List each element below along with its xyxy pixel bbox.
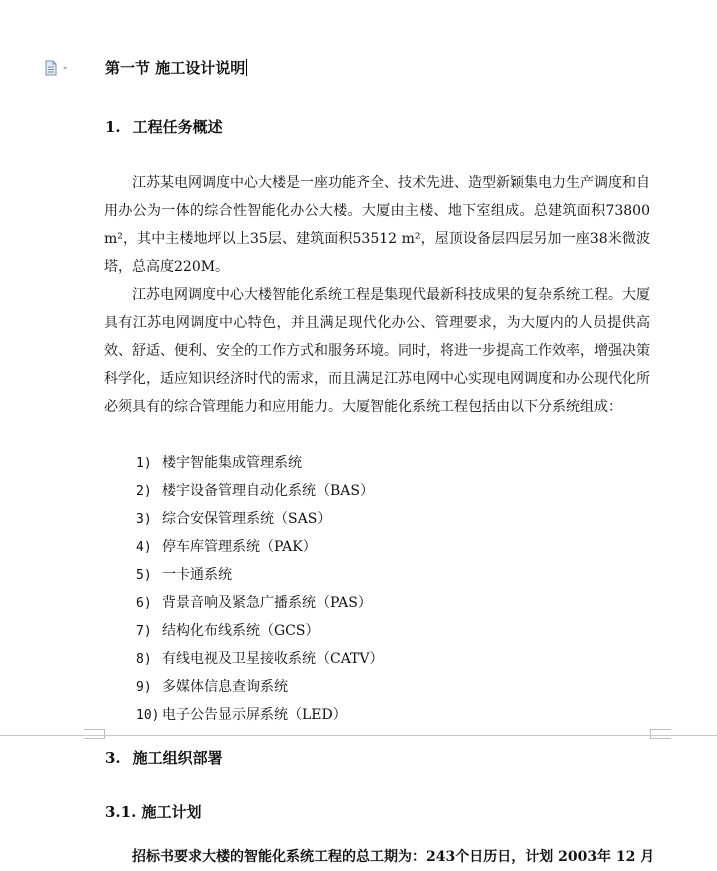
- heading-3-text: 施工组织部署: [132, 749, 223, 767]
- document-icon[interactable]: [44, 60, 70, 76]
- list-item: [136, 589, 384, 617]
- paragraph-2: 江苏电网调度中心大楼智能化系统工程是集现代最新科技成果的复杂系统工程。大厦具有江苏电网调度中心特色，并且满足现代化办公、管理要求，为大厦内的人员提供高效、舒适、便利、安全的工作方式和服务环境。同时，将进一步提高工作效率，增强决策科学化，适应知识经济时代的需求，而且满足江苏电网中心实现电网调度和办公现代化所必须具有的综合管理能力和应用能力。大厦智能化系统工程包括由以下分系统组成：: [104, 287, 650, 415]
- list-item-text: 多媒体信息查询系统: [162, 679, 288, 695]
- list-item: [136, 505, 384, 533]
- list-item: [136, 477, 384, 505]
- subsystem-list: [136, 449, 384, 729]
- list-item-number: 7): [136, 624, 152, 639]
- list-item-text: 楼宇设备管理自动化系统（BAS）: [162, 483, 374, 499]
- list-item-number: 1): [136, 456, 152, 471]
- list-item: [136, 533, 384, 561]
- list-item-number: 4): [136, 540, 152, 555]
- heading-1-text: 工程任务概述: [132, 118, 223, 136]
- heading-3: [105, 748, 223, 768]
- list-item-text: 有线电视及卫星接收系统（CATV）: [162, 651, 384, 667]
- list-item: [136, 449, 384, 477]
- list-item-number: 3): [136, 512, 152, 527]
- list-item-number: 10): [136, 708, 160, 723]
- paragraph-3: 招标书要求大楼的智能化系统工程的总工期为：243个日历日，计划 2003年 12 月: [132, 849, 655, 865]
- page-margin-marker-right: [650, 729, 671, 739]
- heading-1: [105, 117, 223, 137]
- list-item: [136, 673, 384, 701]
- list-item: [136, 645, 384, 673]
- heading-1-number: 1.: [105, 118, 121, 136]
- page-break-divider: [0, 735, 717, 736]
- heading-3-number: 3.: [105, 749, 121, 767]
- list-item-number: 2): [136, 484, 152, 499]
- list-item: [136, 617, 384, 645]
- chevron-down-icon: [63, 67, 67, 70]
- list-item-number: 9): [136, 680, 152, 695]
- section-heading[interactable]: [105, 58, 247, 78]
- list-item: [136, 561, 384, 589]
- list-item-number: 8): [136, 652, 152, 667]
- list-item-text: 停车库管理系统（PAK）: [162, 539, 317, 555]
- list-item-text: 背景音响及紧急广播系统（PAS）: [162, 595, 372, 611]
- heading-3-1: 3.1. 施工计划: [105, 803, 202, 821]
- list-item-number: 5): [136, 568, 152, 583]
- text-cursor: [246, 59, 247, 76]
- list-item-text: 电子公告显示屏系统（LED）: [162, 707, 347, 723]
- section-heading-text: 第一节 施工设计说明: [105, 59, 246, 77]
- page-margin-marker-left: [84, 729, 105, 739]
- paragraph-1: 江苏某电网调度中心大楼是一座功能齐全、技术先进、造型新颖集电力生产调度和自用办公为一体的综合性智能化办公大楼。大厦由主楼、地下室组成。总建筑面积73800m²，其中主楼地坪以上35层、建筑面积53512 m²，屋顶设备层四层另加一座38米微波塔，总高度220M。: [104, 175, 650, 275]
- list-item-text: 综合安保管理系统（SAS）: [162, 511, 332, 527]
- list-item-text: 一卡通系统: [162, 567, 232, 583]
- list-item: [136, 701, 384, 729]
- list-item-number: 6): [136, 596, 152, 611]
- list-item-text: 结构化布线系统（GCS）: [162, 623, 320, 639]
- list-item-text: 楼宇智能集成管理系统: [162, 455, 302, 471]
